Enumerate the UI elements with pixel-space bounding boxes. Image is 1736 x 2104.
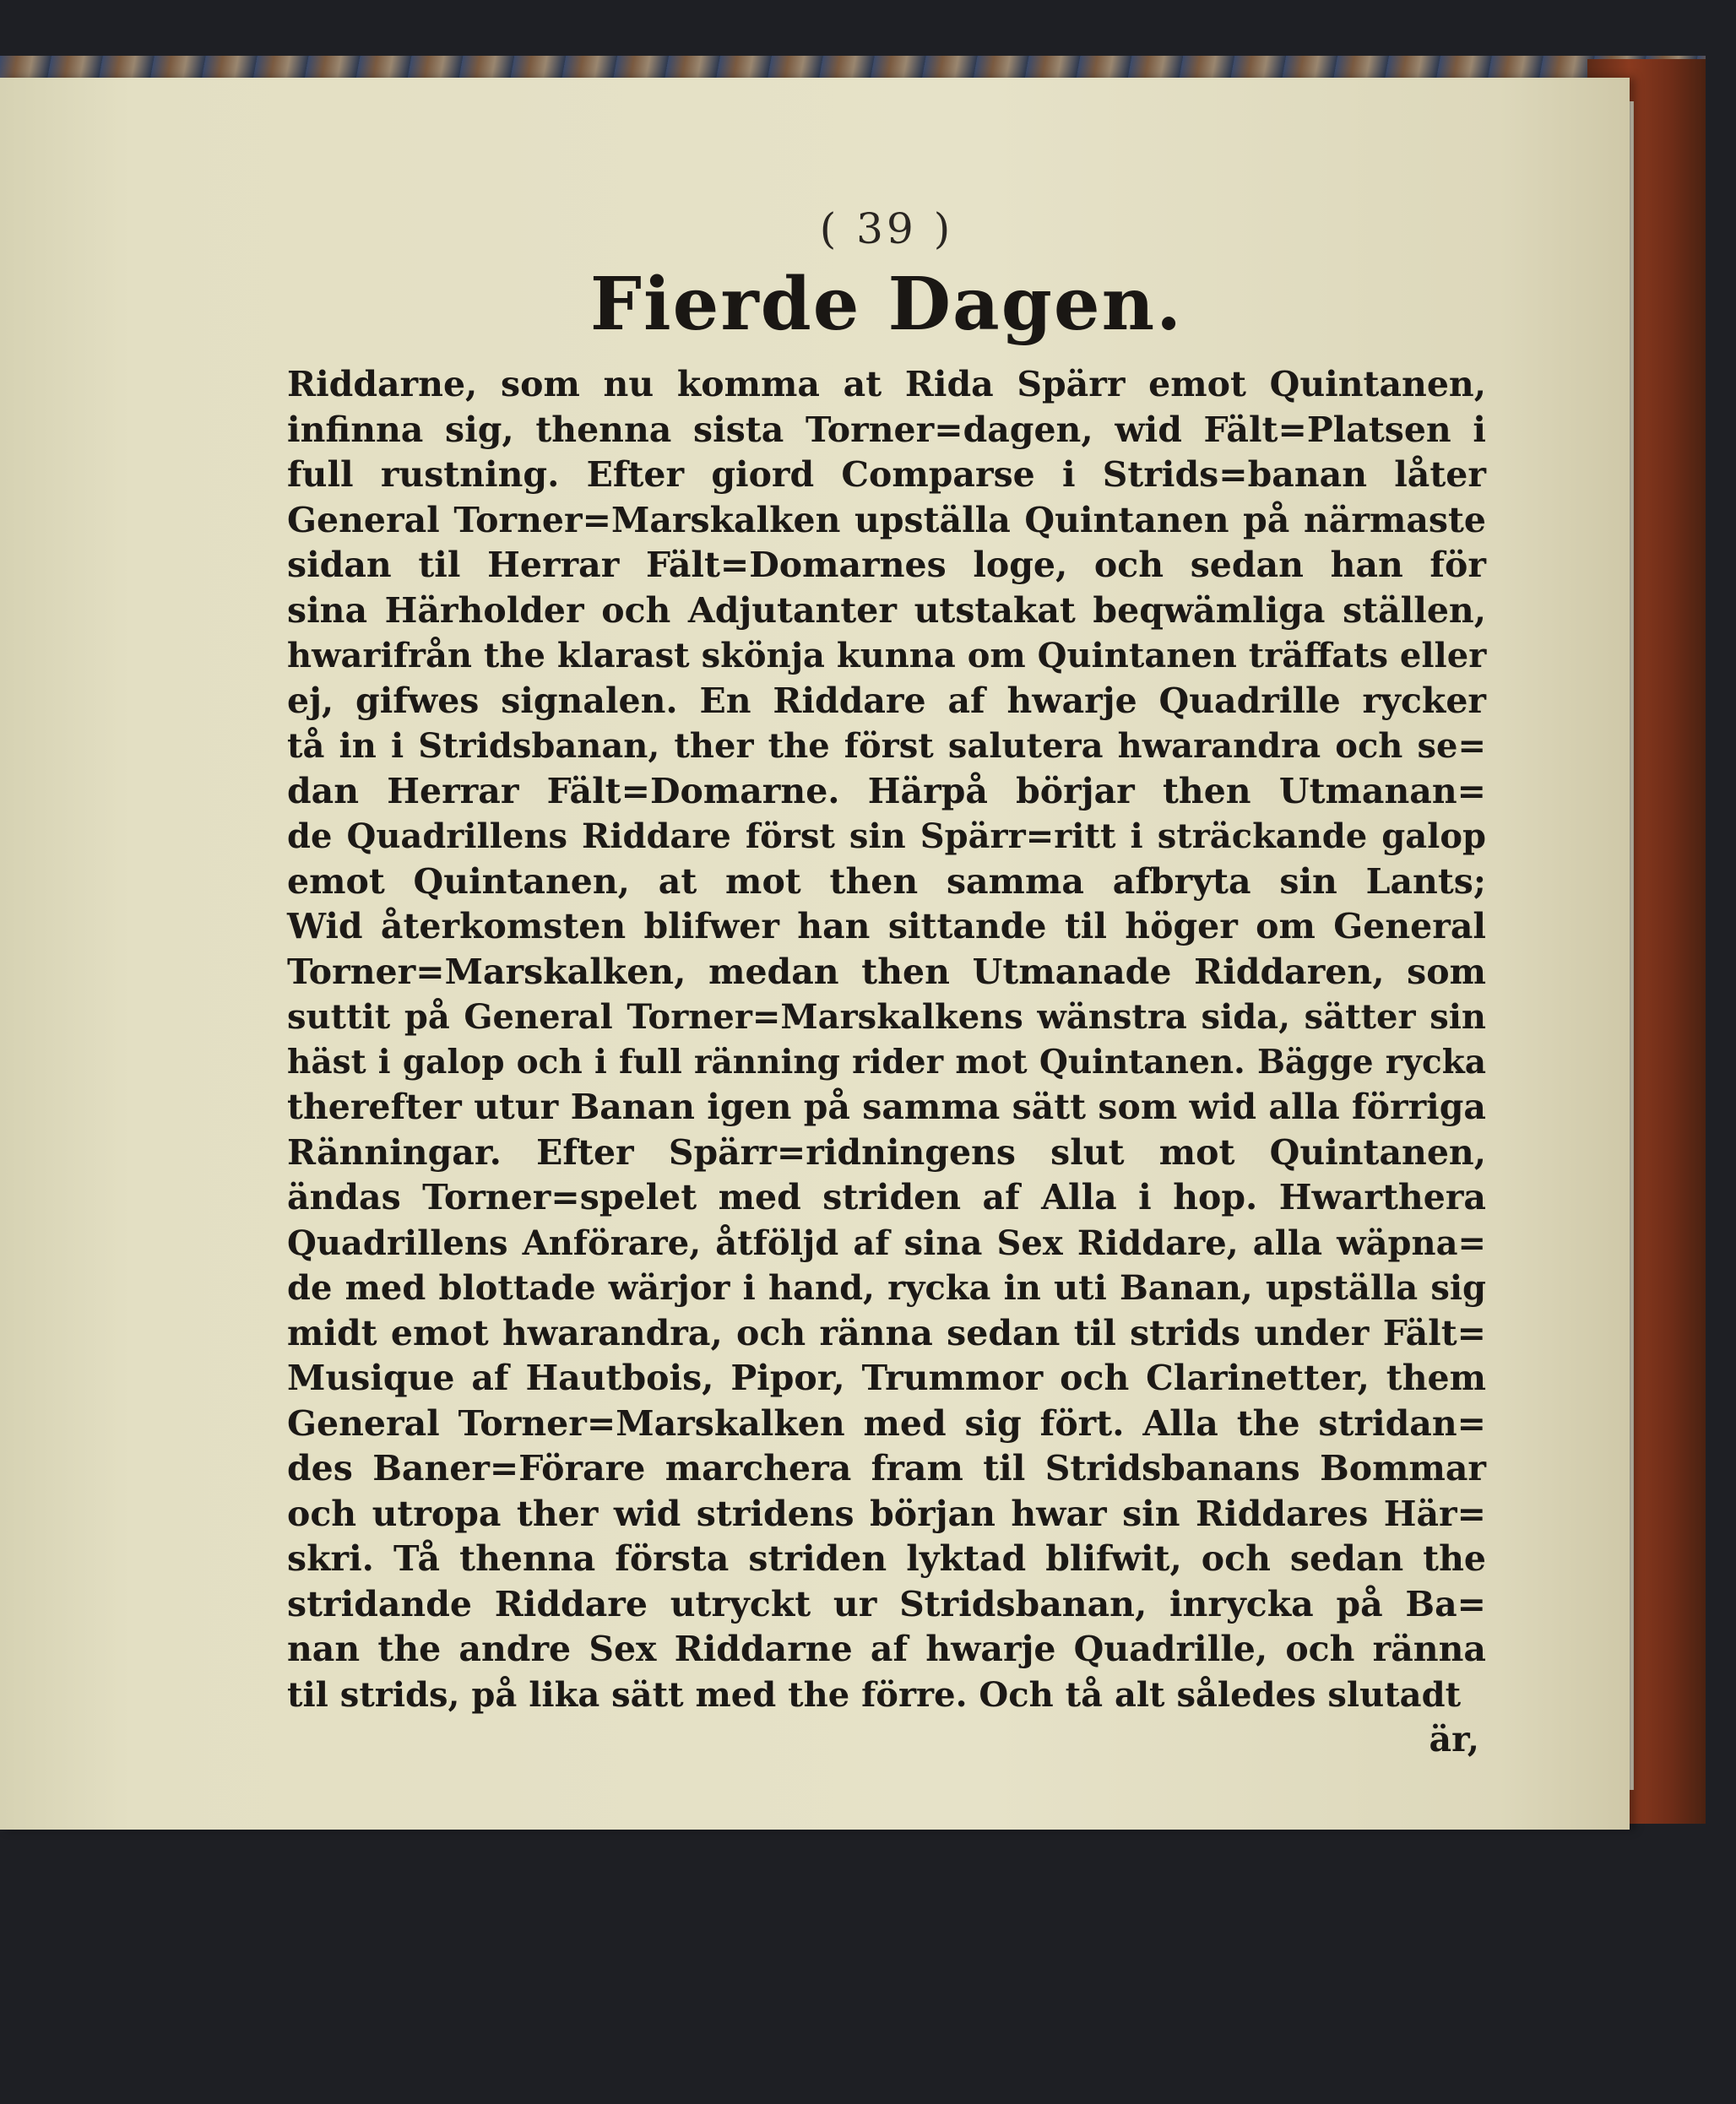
text-line: de med blottade wärjor i hand, rycka in uti Banan, upställa sig [287,1268,1486,1308]
text-line: Musique af Hautbois, Pipor, Trummor och Clarinetter, them [287,1358,1486,1398]
text-line: sidan til Herrar Fält=Domarnes loge, och sedan han för [287,545,1486,585]
text-line: Wid återkomsten blifwer han sittande til höger om General [287,906,1486,946]
text-line: des Baner=Förare marchera fram til Stridsbanans Bommar [287,1448,1486,1489]
page-text-block [287,204,1486,1763]
text-line: Ränningar. Efter Spärr=ridningens slut mot Quintanen, [287,1131,1486,1173]
text-line: General Torner=Marskalken upställa Quintanen på närmaste [287,499,1486,540]
text-line: hwarifrån the klarast skönja kunna om Quintanen träffats eller [287,636,1487,675]
text-line: Riddarne, som nu komma at Rida Spärr emot Quintanen, [287,364,1486,404]
text-line: General Torner=Marskalken med sig fört. Alla the stridan= [287,1402,1486,1444]
text-line: ej, gifwes signalen. En Riddare af hwarje Quadrille rycker [287,680,1486,721]
text-line: skri. Tå thenna första striden lyktad blifwit, och sedan the [287,1538,1486,1579]
text-line: suttit på General Torner=Marskalkens wänstra sida, sätter sin [287,997,1486,1037]
text-line: sina Härholder och Adjutanter utstakat beqwämliga ställen, [287,589,1486,631]
text-line: och utropa ther wid stridens början hwar sin Riddares Här= [287,1493,1486,1534]
text-line: therefter utur Banan igen på samma sätt som wid alla förriga [287,1087,1486,1127]
text-line: ändas Torner=spelet med striden af Alla i hop. Hwarthera [287,1177,1486,1217]
chapter-title: Fierde Dagen. [589,262,1184,347]
text-line: Quadrillens Anförare, åtföljd af sina Sex Riddare, alla wäpna= [287,1223,1486,1263]
text-line: midt emot hwarandra, och ränna sedan til strids under Fält= [287,1312,1486,1353]
catchword: är, [1429,1719,1479,1760]
page-number: ( 39 ) [819,204,954,253]
text-line: emot Quintanen, at mot then samma afbryta sin Lants; [287,860,1486,902]
text-line: de Quadrillens Riddare först sin Spärr=ritt i sträckande galop [287,816,1486,856]
body-text [287,362,1486,1763]
text-line: til strids, på lika sätt med the förre. Och tå alt således slutadt [287,1674,1462,1715]
text-line: full rustning. Efter giord Comparse i Strids=banan låter [287,454,1486,495]
text-line: tå in i Stridsbanan, ther the först salutera hwarandra och se= [287,726,1486,766]
text-line: nan the andre Sex Riddarne af hwarje Quadrille, och ränna [287,1629,1486,1669]
text-line: stridande Riddare utryckt ur Stridsbanan, inrycka på Ba= [287,1583,1486,1624]
text-line: Torner=Marskalken, medan then Utmanade Riddaren, som [287,951,1486,992]
text-line: häst i galop och i full ränning rider mot Quintanen. Bägge rycka [287,1042,1486,1082]
book-page [0,78,1630,1830]
text-line: infinna sig, thenna sista Torner=dagen, wid Fält=Platsen i [287,409,1486,450]
text-line: dan Herrar Fält=Domarne. Härpå börjar then Utmanan= [287,770,1486,811]
